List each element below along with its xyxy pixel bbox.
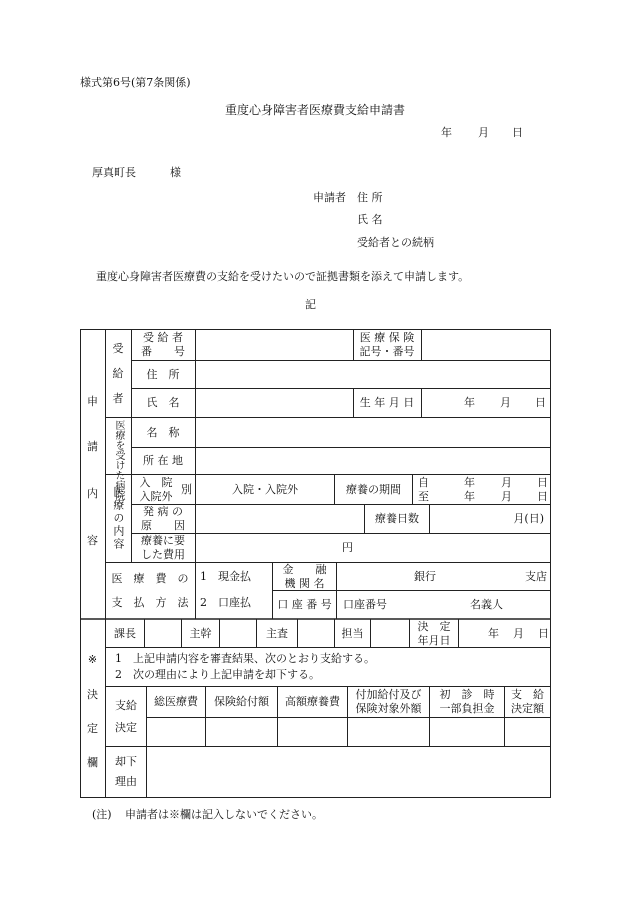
account-number-text: 口座番号 xyxy=(343,598,387,612)
recipient-number-line-1: 受 給 者 xyxy=(143,331,183,345)
shusa-label: 主査 xyxy=(266,626,288,640)
shukan-stamp[interactable] xyxy=(220,620,256,647)
reject-line-2: 理由 xyxy=(115,775,137,788)
extra-benefit-cell[interactable] xyxy=(348,718,429,746)
ki-label: 記 xyxy=(305,298,316,311)
inpatient-options[interactable]: 入院・入院外 xyxy=(232,482,298,496)
treatment-days-label: 療養日数 xyxy=(375,512,419,526)
cause-line-1: 発 病 の xyxy=(143,505,183,519)
payment-decision-line-2: 決定 xyxy=(115,720,137,734)
form-number: 様式第6号(第7条関係) xyxy=(80,76,191,89)
onset-cause-field[interactable] xyxy=(196,505,364,533)
recipient-address-field[interactable] xyxy=(196,361,550,388)
hospital-group-text: 医療を受けた病院 xyxy=(113,420,124,500)
period-to-month: 月 xyxy=(501,490,512,503)
recipient-name-field[interactable] xyxy=(196,389,353,417)
insurance-number-field[interactable] xyxy=(422,331,550,360)
recipient-number-label xyxy=(131,330,195,360)
date-year-label: 年 xyxy=(441,126,452,139)
high-cost-cell[interactable] xyxy=(278,718,347,746)
decided-amount-cell[interactable] xyxy=(505,718,550,746)
pay-method-line-1: 医 療 費 の xyxy=(111,572,189,586)
birthdate-label: 生 年 月 日 xyxy=(359,396,415,410)
insurance-line-1: 医 療 保 険 xyxy=(359,331,415,345)
tanto-stamp[interactable] xyxy=(371,620,409,647)
payment-decision-line-1: 支給 xyxy=(115,698,137,712)
birthdate-field[interactable] xyxy=(422,389,550,417)
period-from-day: 日 xyxy=(537,476,548,489)
addressee-suffix: 様 xyxy=(170,166,181,179)
shukan-label: 主幹 xyxy=(189,626,212,640)
decision-year: 年 xyxy=(488,626,499,640)
period-to-day: 日 xyxy=(537,490,548,503)
pay-cash-option[interactable]: 1 現金払 xyxy=(200,570,251,584)
decision-day: 日 xyxy=(538,626,549,640)
section-char-3: 内 xyxy=(87,487,98,501)
applicant-label: 申請者 xyxy=(313,191,346,204)
period-to-label: 至 xyxy=(418,490,429,503)
days-unit: 月(日) xyxy=(513,512,544,526)
date-month-label: 月 xyxy=(478,126,489,139)
decision-char-1: ※ xyxy=(87,653,98,667)
extra-line-1: 付加給付及び xyxy=(355,688,422,702)
applicant-name-label: 氏 名 xyxy=(357,213,383,226)
application-statement: 重度心身障害者医療費の支給を受けたいので証拠書類を添えて申請します。 xyxy=(96,270,470,283)
section-char-2: 請 xyxy=(87,440,98,454)
payment-decision-label xyxy=(106,687,146,746)
recipient-char-3: 者 xyxy=(112,392,124,406)
onset-cause-label xyxy=(131,505,195,533)
decided-amount-header xyxy=(505,687,550,717)
decision-char-4: 欄 xyxy=(87,756,98,770)
cost-line-2: した費用 xyxy=(141,548,185,561)
treatment-period-label: 療養の期間 xyxy=(346,482,401,496)
period-from-month: 月 xyxy=(501,476,512,489)
decided-line-1: 支 給 xyxy=(511,688,544,702)
hospital-location-field[interactable] xyxy=(196,448,550,474)
copay-header xyxy=(430,687,504,717)
period-to-year: 年 xyxy=(464,490,475,503)
period-from-year: 年 xyxy=(464,476,475,489)
bank-name-field[interactable] xyxy=(337,563,550,590)
decision-date-field[interactable] xyxy=(459,620,550,647)
copay-line-2: 一部負担金 xyxy=(439,702,495,715)
bank-name-label xyxy=(273,563,336,590)
kacho-label: 課長 xyxy=(114,626,136,640)
inpatient-line-1: 入 院 xyxy=(139,475,173,489)
decision-date-label xyxy=(410,620,458,647)
inpatient-type-label xyxy=(131,475,181,504)
insurance-number-label xyxy=(353,330,421,360)
hospital-name-field[interactable] xyxy=(196,418,550,447)
relation-label: 受給者との続柄 xyxy=(357,236,434,249)
decision-month: 月 xyxy=(513,626,524,640)
note-label: (注) xyxy=(92,808,112,821)
total-cost-cell[interactable] xyxy=(147,718,205,746)
hospital-name-label: 名 称 xyxy=(146,425,180,439)
pay-account-option[interactable]: 2 口座払 xyxy=(200,596,251,610)
recipient-number-line-2: 番 号 xyxy=(141,345,185,358)
high-cost-header: 高額療養費 xyxy=(285,695,340,709)
cost-line-1: 療養に要 xyxy=(141,534,185,548)
rejection-reason-label xyxy=(106,747,146,797)
insurance-line-2: 記号・番号 xyxy=(359,345,415,358)
copay-cell[interactable] xyxy=(430,718,504,746)
rejection-reason-field[interactable] xyxy=(147,747,550,797)
copay-line-1: 初 診 時 xyxy=(439,688,495,702)
decision-option-2[interactable]: 2 次の理由により上記申請を却下する。 xyxy=(115,668,320,681)
treatment-cost-field[interactable] xyxy=(196,534,550,562)
document-title: 重度心身障害者医療費支給申請書 xyxy=(225,103,406,117)
insurance-benefit-cell[interactable] xyxy=(206,718,277,746)
date-day-label: 日 xyxy=(512,126,523,139)
birth-day-label: 日 xyxy=(535,396,546,410)
treatment-days-field[interactable] xyxy=(430,505,550,533)
shusa-stamp[interactable] xyxy=(298,620,334,647)
yen-unit: 円 xyxy=(342,541,353,555)
inpatient-betsu: 別 xyxy=(181,482,192,496)
cause-line-2: 原 因 xyxy=(141,519,185,532)
account-holder-text: 名義人 xyxy=(470,598,503,612)
medical-content-text: 医療の内容 xyxy=(111,486,125,551)
section-char-4: 容 xyxy=(87,534,98,548)
treatment-period-field[interactable] xyxy=(413,475,550,504)
reject-line-1: 却下 xyxy=(115,755,137,769)
extra-line-2: 保険対象外額 xyxy=(355,702,422,715)
account-number-field[interactable] xyxy=(337,591,550,619)
recipient-number-field[interactable] xyxy=(196,331,353,360)
birth-month-label: 月 xyxy=(500,396,511,410)
account-number-label: 口 座 番 号 xyxy=(277,598,332,612)
addressee: 厚真町長 xyxy=(92,166,136,179)
recipient-name-label: 氏 名 xyxy=(146,396,180,410)
kacho-stamp[interactable] xyxy=(145,620,181,647)
bank-line-2: 機 関 名 xyxy=(284,576,325,590)
decision-char-3: 定 xyxy=(87,722,98,736)
recipient-address-label: 住 所 xyxy=(146,367,180,381)
tanto-label: 担当 xyxy=(341,626,364,640)
decision-date-line-2: 年月日 xyxy=(417,633,451,647)
hospital-group-label xyxy=(105,418,131,500)
insurance-benefit-header: 保険給付額 xyxy=(214,695,269,709)
recipient-char-2: 給 xyxy=(112,367,124,381)
decided-line-2: 決定額 xyxy=(511,702,544,715)
total-cost-header: 総医療費 xyxy=(154,695,198,709)
decision-date-line-1: 決 定 xyxy=(417,619,451,633)
hospital-location-label: 所 在 地 xyxy=(143,454,183,468)
note-text: 申請者は※欄は記入しないでください。 xyxy=(125,808,323,821)
extra-benefit-header xyxy=(348,687,429,717)
bank-line-1: 金 融 xyxy=(282,562,327,576)
payment-method-label xyxy=(105,563,195,619)
inpatient-line-2: 入院外 xyxy=(139,489,173,503)
decision-option-1[interactable]: 1 上記申請内容を審査結果、次のとおり支給する。 xyxy=(115,652,375,665)
medical-content-label xyxy=(105,475,131,562)
pay-method-line-2: 支 払 方 法 xyxy=(111,596,189,609)
decision-char-2: 決 xyxy=(87,688,98,702)
recipient-char-1: 受 xyxy=(112,342,124,356)
treatment-cost-label xyxy=(131,534,195,562)
birth-year-label: 年 xyxy=(464,396,475,410)
branch-suffix: 支店 xyxy=(525,569,547,583)
period-from-label: 自 xyxy=(418,476,429,489)
bank-suffix: 銀行 xyxy=(414,569,436,583)
applicant-address-label: 住 所 xyxy=(357,191,383,204)
section-char-1: 申 xyxy=(87,395,98,409)
